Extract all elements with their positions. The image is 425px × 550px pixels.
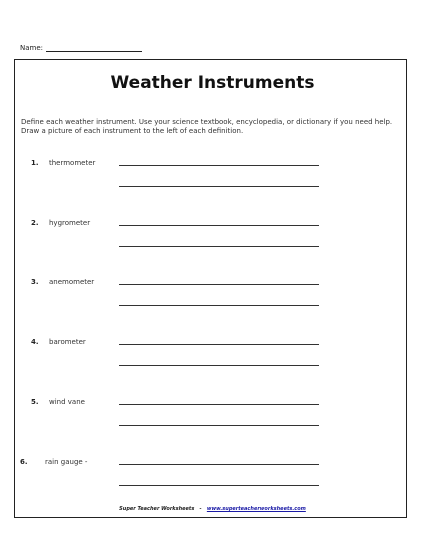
footer-separator: - (199, 506, 202, 512)
item-number: 1. (31, 159, 39, 167)
item-number: 4. (31, 338, 39, 346)
answer-line[interactable] (119, 186, 319, 187)
answer-line[interactable] (119, 404, 319, 405)
answer-line[interactable] (119, 284, 319, 285)
list-item (0, 219, 425, 249)
answer-line[interactable] (119, 165, 319, 166)
item-term: hygrometer (49, 219, 91, 227)
item-term: barometer (49, 338, 86, 346)
answer-line[interactable] (119, 485, 319, 486)
footer-link[interactable]: www.superteacherworksheets.com (206, 506, 306, 512)
answer-line[interactable] (119, 305, 319, 306)
item-number: 5. (31, 398, 39, 406)
item-number: 6. (20, 458, 28, 466)
item-term: wind vane (49, 398, 85, 406)
answer-line[interactable] (119, 365, 319, 366)
answer-line[interactable] (119, 344, 319, 345)
footer-brand: Super Teacher Worksheets (119, 506, 195, 512)
answer-line[interactable] (119, 246, 319, 247)
answer-line[interactable] (119, 464, 319, 465)
item-term: rain gauge - (45, 458, 88, 466)
item-number: 2. (31, 219, 39, 227)
page-title: Weather Instruments (110, 73, 315, 93)
item-term: thermometer (49, 159, 96, 167)
answer-line[interactable] (119, 225, 319, 226)
footer (0, 506, 425, 512)
answer-line[interactable] (119, 425, 319, 426)
item-number: 3. (31, 278, 39, 286)
list-item (0, 278, 425, 308)
list-item (0, 159, 425, 189)
list-item (0, 458, 425, 488)
name-label: Name: (20, 44, 44, 52)
name-row (20, 44, 142, 52)
list-item (0, 398, 425, 428)
item-term: anemometer (49, 278, 95, 286)
instructions: Define each weather instrument. Use your science textbook, encyclopedia, or dictionary if you need help. Draw a picture of each instrument to the left of each definition. (21, 118, 393, 135)
list-item (0, 338, 425, 368)
name-blank-line[interactable] (46, 44, 142, 52)
